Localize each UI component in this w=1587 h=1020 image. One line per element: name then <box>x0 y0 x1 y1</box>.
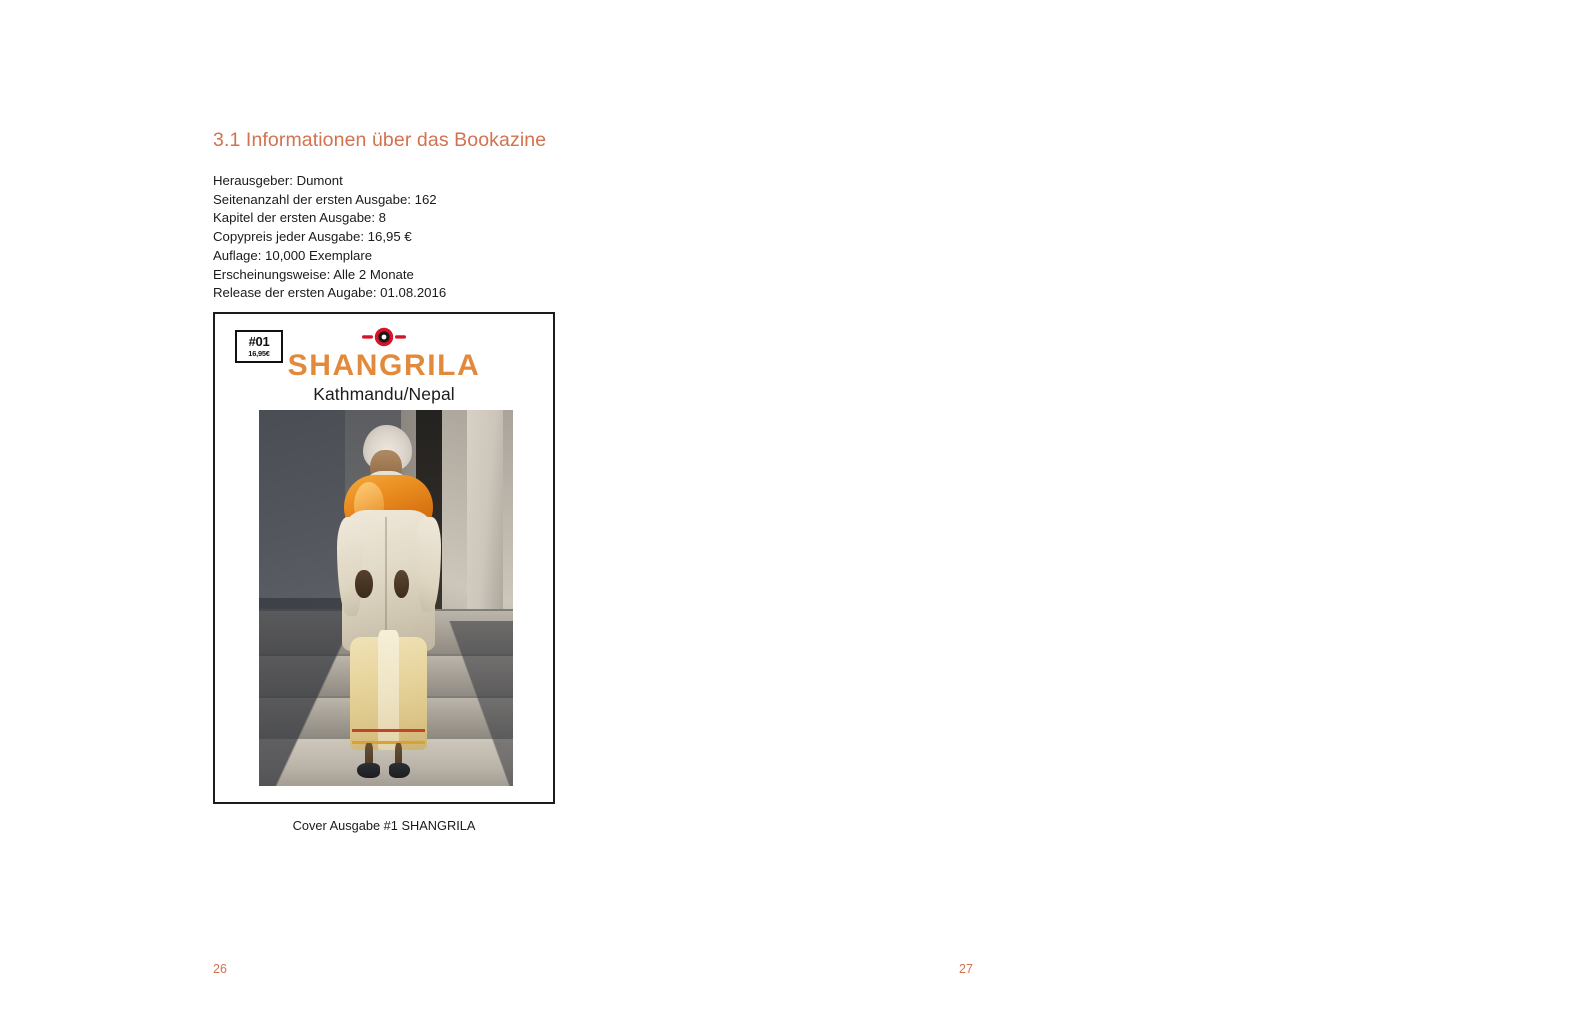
issue-price: 16,95€ <box>248 349 270 359</box>
cover-brand-subtitle: Kathmandu/Nepal <box>313 384 455 404</box>
bookazine-facts-list <box>213 172 446 303</box>
page-number-right: 27 <box>959 962 973 976</box>
fact-item: Release der ersten Augabe: 01.08.2016 <box>213 285 447 301</box>
fact-item: Copypreis jeder Ausgabe: 16,95 € <box>213 229 412 245</box>
right-page <box>793 0 1587 1020</box>
issue-number: #01 <box>248 334 270 350</box>
fact-item: Seitenanzahl der ersten Ausgabe: 162 <box>213 191 437 207</box>
fact-item: Erscheinungsweise: Alle 2 Monate <box>213 266 414 282</box>
cover-brand-title: SHANGRILA <box>287 349 481 382</box>
fact-item: Herausgeber: Dumont <box>213 173 343 188</box>
page-number-left: 26 <box>213 962 227 976</box>
figure-caption: Cover Ausgabe #1 SHANGRILA <box>292 818 476 833</box>
magazine-cover <box>213 312 555 804</box>
fact-item: Kapitel der ersten Ausgabe: 8 <box>213 210 387 226</box>
left-page-section-heading: 3.1 Informationen über das Bookazine <box>213 129 547 151</box>
left-page <box>0 0 793 1020</box>
cover-figure <box>213 312 555 804</box>
fact-item: Auflage: 10,000 Exemplare <box>213 247 373 263</box>
sadhu-on-stone-steps-photo <box>259 410 513 786</box>
target-eye-logo <box>215 325 553 349</box>
